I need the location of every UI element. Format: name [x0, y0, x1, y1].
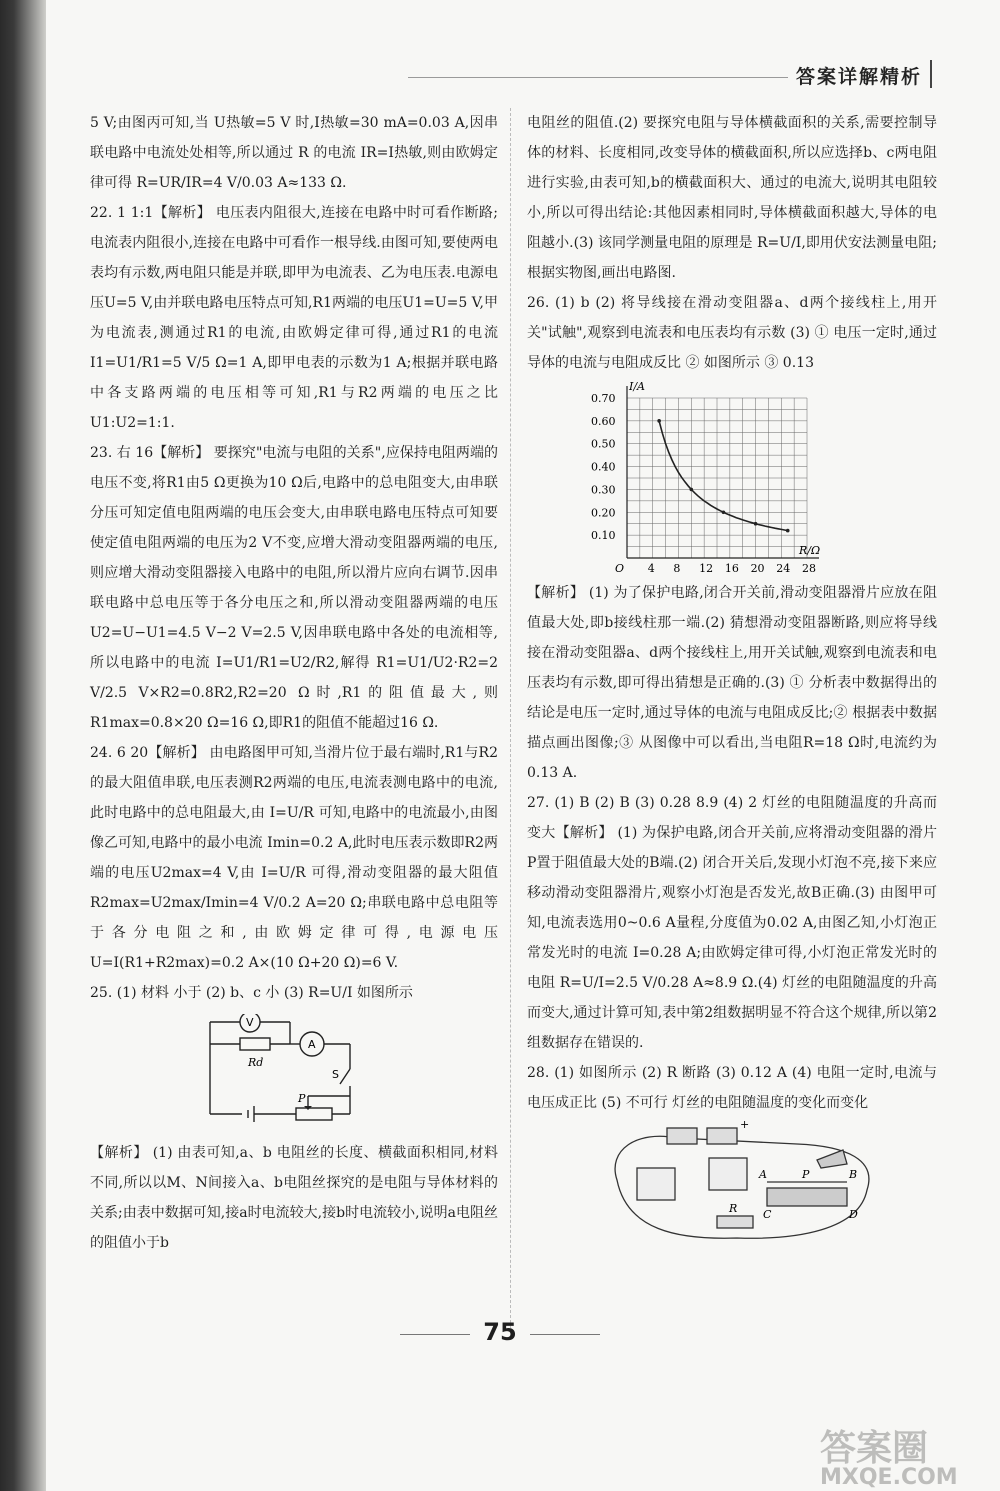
battery-plus: +	[740, 1120, 750, 1131]
y-tick-label: 0.20	[591, 506, 616, 520]
x-tick-label: 28	[802, 562, 816, 575]
answer-paragraph: 5 V;由图丙可知,当 U热敏=5 V 时,I热敏=30 mA=0.03 A,因串联电路中电流处处相等,所以通过 R 的电流 IR=I热敏,则由欧姆定律可得 R=UR/IR=4 V/0.03 A≈133 Ω.	[90, 115, 498, 191]
left-column	[90, 108, 498, 1258]
data-point	[754, 522, 758, 526]
switch-label: S	[332, 1068, 339, 1081]
y-tick-label: 0.70	[591, 392, 616, 405]
rheostat-label-p: P	[802, 1168, 810, 1181]
data-point	[786, 529, 790, 533]
graph-ticks	[591, 392, 816, 575]
voltmeter-label: V	[246, 1016, 254, 1029]
y-tick-label: 0.40	[591, 460, 616, 474]
slider-label: P	[298, 1092, 306, 1105]
current-resistance-graph	[587, 378, 827, 578]
right-column	[527, 108, 937, 1250]
watermark-logo: 答案圈	[820, 1428, 929, 1469]
answer-22: 22. 1 1:1【解析】 电压表内阻很大,连接在电路中时可看作断路;电流表内阻很小,连接在电路中可看作一根导线.由图可知,要使两电表均有示数,两电阻只能是并联,即甲为电流表、乙为电压表.电源电压U=5 V,由并联电路电压特点可知,R1两端的电压U1=U=5 V,甲为电流表,测通过R1的电流,由欧姆定律可得,通过R1的电流 I1=U1/R1=5 V/5 Ω=1 A,即甲电表的示数为1 A;根据并联电路中各支路两端的电压相等可知,R1与R2两端的电压之比U1:U2=1:1.	[90, 205, 498, 431]
rheostat-label-c: C	[763, 1208, 772, 1221]
rheostat-label-d: D	[849, 1208, 858, 1221]
x-tick-label: 12	[699, 562, 714, 575]
y-tick-label: 0.50	[591, 437, 616, 451]
rheostat-label-b: B	[849, 1168, 858, 1181]
graph-grid	[627, 398, 807, 558]
answer-27: 27. (1) B (2) B (3) 0.28 8.9 (4) 2 灯丝的电阻随温度的升高而变大【解析】 (1) 为保护电路,闭合开关前,应将滑动变阻器的滑片P置于阻值最大处的B端.(2) 闭合开关后,发现小灯泡不亮,接下来应移动滑动变阻器滑片,观察小灯泡是否发光,故B正确.(3) 由图甲可知,电流表选用0~0.6 A量程,分度值为0.02 A,由图乙知,小灯泡正常发光时的电流 I=0.28 A;由欧姆定律可得,小灯泡正常发光时的电阻 R=U/I=2.5 V/0.28 A≈8.9 Ω.(4) 灯丝的电阻随温度的升高而变大,通过计算可知,表中第2组数据明显不符合这个规律,所以第2组数据存在错误的.	[527, 795, 937, 1051]
ammeter-label: A	[308, 1038, 316, 1051]
page-edge-shadow	[0, 0, 46, 1491]
circuit-diagram	[200, 1014, 370, 1132]
answer-23: 23. 右 16【解析】 要探究"电流与电阻的关系",应保持电阻两端的电压不变,将R1由5 Ω更换为10 Ω后,电路中的总电阻变大,由串联分压可知定值电阻两端的电压会变大,由串联电路电压特点可知要使定值电阻两端的电压为2 V不变,应增大滑动变阻器两端的电压,则应增大滑动变阻器接入电路中的电阻,所以滑片应向右调节.因串联电路中总电压等于各分电压之和,所以滑动变阻器两端的电压U2=U−U1=4.5 V−2 V=2.5 V,因串联电路中各处的电流相等,所以电路中的电流 I=U1/R1=U2/R2,解得 R1=U1/U2·R2=2 V/2.5 V×R2=0.8R2,R2=20 Ω时,R1的阻值最大,则R1max=0.8×20 Ω=16 Ω,即R1的阻值不能超过16 Ω.	[90, 445, 498, 731]
column-divider	[510, 108, 511, 1328]
analysis-26: 【解析】 (1) 为了保护电路,闭合开关前,滑动变阻器滑片应放在阻值最大处,即b接线柱那一端.(2) 猜想滑动变阻器断路,则应将导线接在滑动变阻器a、d两个接线柱上,用开关试触,观察到电流表和电压表均有示数,即可得出猜想是正确的.(3) ① 分析表中数据得出的结论是电压一定时,通过导体的电流与电阻成反比;② 根据表中数据描点画出图像;③ 从图像中可以看出,当电阻R=18 Ω时,电流约为0.13 A.	[527, 585, 937, 781]
page-footer	[400, 1318, 600, 1346]
answer-26: 26. (1) b (2) 将导线接在滑动变阻器a、d两个接线柱上,用开关"试触",观察到电流表和电压表均有示数 (3) ① 电压一定时,通过导体的电流与电阻成反比 ② 如图所示 ③ 0.13	[527, 295, 937, 371]
footer-rule-left	[400, 1334, 470, 1335]
resistor-label: Rd	[248, 1056, 264, 1069]
origin-label: O	[615, 562, 625, 575]
x-axis-label: R/Ω	[799, 544, 821, 557]
page-number: 75	[483, 1318, 517, 1346]
header-rule	[408, 77, 788, 78]
data-point	[722, 510, 726, 514]
physical-circuit-diagram	[597, 1120, 887, 1250]
x-tick-label: 20	[750, 562, 765, 575]
data-point	[689, 488, 693, 492]
analysis-25-continued: 电阻丝的阻值.(2) 要探究电阻与导体横截面积的关系,需要控制导体的材料、长度相同,改变导体的横截面积,所以应选择b、c两电阻进行实验,由表可知,b的横截面积大、通过的电流大,说明其电阻较小,所以可得出结论:其他因素相同时,导体横截面积越大,导体的电阻越小.(3) 该同学测量电阻的原理是 R=U/I,即用伏安法测量电阻;根据实物图,画出电路图.	[527, 115, 937, 281]
header-title: 答案详解精析	[796, 66, 923, 88]
watermark-url: MXQE.COM	[820, 1465, 958, 1490]
x-tick-label: 24	[776, 562, 791, 575]
answer-25: 25. (1) 材料 小于 (2) b、c 小 (3) R=U/I 如图所示	[90, 985, 413, 1001]
y-tick-label: 0.10	[591, 529, 616, 543]
x-tick-label: 8	[673, 562, 681, 575]
x-tick-label: 4	[647, 562, 655, 575]
resistor-label-r: R	[729, 1202, 738, 1215]
y-tick-label: 0.60	[591, 414, 616, 428]
answer-28: 28. (1) 如图所示 (2) R 断路 (3) 0.12 A (4) 电阻一定时,电流与电压成正比 (5) 不可行 灯丝的电阻随温度的变化而变化	[527, 1065, 937, 1111]
rheostat-label-a: A	[759, 1168, 767, 1181]
y-tick-label: 0.30	[591, 483, 616, 497]
footer-rule-right	[530, 1334, 600, 1335]
data-point	[657, 419, 661, 423]
analysis-25: 【解析】 (1) 由表可知,a、b 电阻丝的长度、横截面积相同,材料不同,所以以M、N间接入a、b电阻丝探究的是电阻与导体材料的关系;由表中数据可知,接a时电流较大,接b时电流较小,说明a电阻丝的阻值小于b	[90, 1145, 498, 1251]
x-tick-label: 16	[724, 562, 739, 575]
answer-24: 24. 6 20【解析】 由电路图甲可知,当滑片位于最右端时,R1与R2的最大阻值串联,电压表测R2两端的电压,电流表测电路中的电流,此时电路中的总电阻最大,由 I=U/R 可知,电路中的电流最小,由图像乙可知,电路中的最小电流 Imin=0.2 A,此时电压表示数即R2两端的电压U2max=4 V,由 I=U/R 可得,滑动变阻器的最大阻值 R2max=U2max/Imin=4 V/0.2 A=20 Ω;串联电路中总电阻等于各分电阻之和,由欧姆定律可得,电源电压U=I(R1+R2max)=0.2 A×(10 Ω+20 Ω)=6 V.	[90, 745, 498, 971]
header-bracket	[930, 60, 932, 88]
y-axis-label: I/A	[629, 380, 645, 393]
